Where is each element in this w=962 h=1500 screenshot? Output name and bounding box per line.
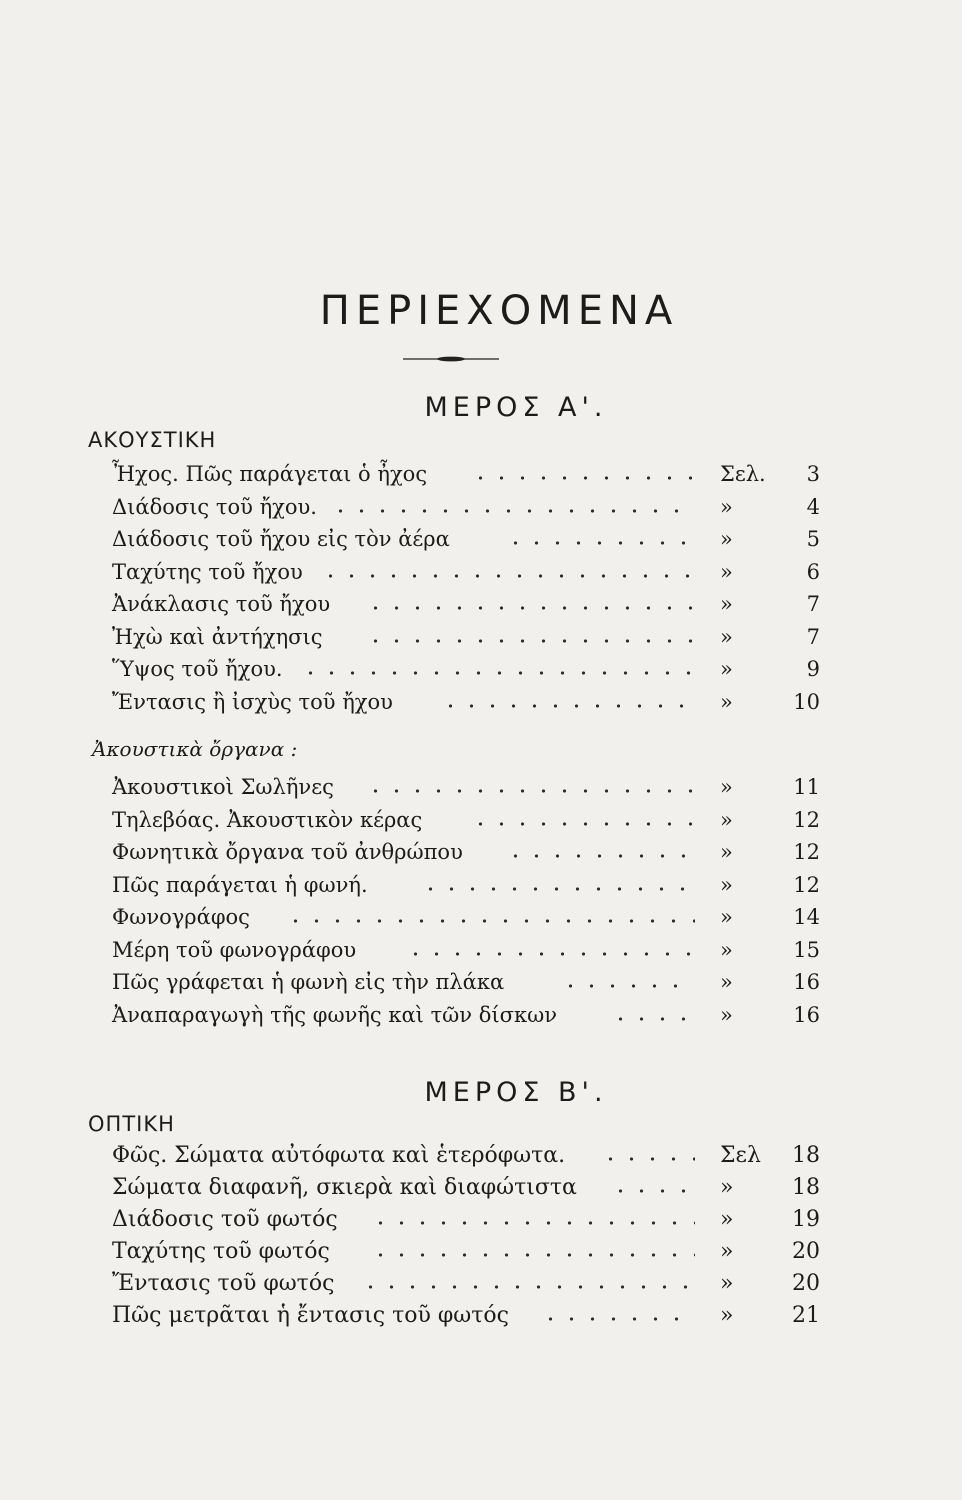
dot-leader — [610, 1188, 695, 1194]
entry-page: 21 — [792, 1303, 820, 1328]
dot-leader — [365, 605, 695, 611]
entry-prefix: » — [720, 689, 733, 714]
dot-leader — [365, 788, 695, 794]
toc-entry — [0, 1175, 830, 1207]
dot-leader — [300, 670, 695, 676]
toc-entry — [0, 690, 830, 723]
toc-entry — [0, 527, 830, 560]
dot-leader — [370, 1220, 695, 1226]
entry-page: 12 — [793, 807, 820, 832]
entry-prefix: » — [720, 872, 733, 897]
toc-entry — [0, 970, 830, 1003]
toc-entry — [0, 1303, 830, 1335]
entry-title: Διάδοσις τοῦ ἤχου. — [112, 494, 317, 519]
entry-title: Ταχύτης τοῦ φωτός — [112, 1239, 330, 1264]
entry-title: Σώματα διαφανῆ, σκιερὰ καὶ διαφώτιστα — [112, 1175, 577, 1200]
entry-title: Φωνητικὰ ὄργανα τοῦ ἀνθρώπου — [112, 840, 463, 864]
entry-prefix: » — [720, 937, 733, 962]
part-b-entries — [0, 1143, 830, 1335]
entry-title: Μέρη τοῦ φωνογράφου — [112, 937, 357, 962]
entry-title: Ἠχὼ καὶ ἀντήχησις — [112, 624, 323, 649]
toc-entry — [0, 1207, 830, 1239]
entry-prefix: » — [720, 1271, 734, 1296]
entry-page: 18 — [792, 1143, 820, 1168]
entry-prefix: » — [720, 624, 733, 649]
entry-page: 5 — [806, 527, 820, 551]
entry-page: 7 — [806, 592, 820, 616]
title-ornament — [403, 356, 499, 362]
entry-page: 18 — [792, 1175, 820, 1200]
entry-title: Διάδοσις τοῦ ἤχου εἰς τὸν ἀέρα — [112, 527, 450, 551]
toc-entry — [0, 840, 830, 873]
entry-prefix: » — [720, 1002, 733, 1027]
dot-leader — [600, 1156, 695, 1162]
entry-page: 12 — [793, 872, 820, 897]
toc-entry — [0, 1239, 830, 1271]
entry-prefix: » — [720, 775, 733, 799]
part-b-heading: ΜΕΡΟΣ Β'. — [424, 1077, 608, 1108]
dot-leader — [560, 983, 695, 989]
entry-title: Πῶς μετρᾶται ἡ ἔντασις τοῦ φωτός — [112, 1303, 509, 1328]
dot-leader — [320, 573, 695, 579]
entry-page: 20 — [792, 1239, 820, 1264]
toc-entry — [0, 938, 830, 971]
entry-title: Ἀκουστικοὶ Σωλῆνες — [112, 775, 334, 799]
entry-page: 16 — [793, 970, 820, 994]
dot-leader — [505, 853, 695, 859]
entry-prefix: Σελ. — [720, 462, 766, 486]
dot-leader — [610, 1016, 695, 1022]
entry-page: 12 — [793, 840, 820, 864]
part-b-section: ΟΠΤΙΚΗ — [88, 1112, 175, 1136]
entry-title: Ἔντασις ἢ ἰσχὺς τοῦ ἤχου — [112, 689, 393, 714]
entry-title: Φωνογράφος — [112, 905, 250, 929]
toc-entry — [0, 462, 830, 495]
toc-entry — [0, 905, 830, 938]
dot-leader — [370, 1252, 695, 1258]
entry-page: 4 — [806, 494, 820, 519]
dot-leader — [420, 886, 695, 892]
entry-page: 11 — [793, 775, 820, 799]
dot-leader — [470, 475, 695, 481]
entry-title: Φῶς. Σώματα αὐτόφωτα καὶ ἑτερόφωτα. — [112, 1143, 566, 1168]
entry-page: 16 — [793, 1002, 820, 1027]
dot-leader — [330, 508, 695, 514]
entry-prefix: » — [720, 840, 733, 864]
entry-page: 20 — [792, 1271, 820, 1296]
dot-leader — [505, 540, 695, 546]
entry-page: 7 — [806, 624, 820, 649]
page-title: ΠΕΡΙΕΧΟΜΕΝΑ — [319, 288, 679, 334]
part-a-heading: ΜΕΡΟΣ Α'. — [424, 392, 608, 423]
toc-entry — [0, 1143, 830, 1175]
dot-leader — [470, 821, 695, 827]
entry-prefix: » — [720, 559, 733, 584]
toc-entry — [0, 1003, 830, 1036]
entry-page: 9 — [806, 657, 820, 681]
entry-prefix: » — [720, 494, 733, 519]
entry-title: Τηλεβόας. Ἀκουστικὸν κέρας — [112, 807, 423, 832]
entry-prefix: » — [720, 527, 733, 551]
entry-prefix: » — [720, 1175, 734, 1200]
dot-leader — [365, 638, 695, 644]
entry-prefix: Σελ — [720, 1143, 761, 1168]
entry-title: Ἀνάκλασις τοῦ ἤχου — [112, 592, 331, 616]
part-a-instrument-entries — [0, 775, 830, 1035]
toc-entry — [0, 560, 830, 593]
toc-entry — [0, 592, 830, 625]
entry-page: 3 — [806, 462, 820, 486]
entry-page: 10 — [793, 689, 820, 714]
dot-leader — [540, 1316, 695, 1322]
toc-entry — [0, 657, 830, 690]
toc-entry — [0, 625, 830, 658]
toc-entry — [0, 775, 830, 808]
entry-title: Ἔντασις τοῦ φωτός — [112, 1271, 335, 1296]
toc-entry — [0, 808, 830, 841]
entry-title: Ἦχος. Πῶς παράγεται ὁ ἦχος — [112, 462, 428, 486]
entry-title: Πῶς παράγεται ἡ φωνή. — [112, 872, 368, 897]
entry-page: 19 — [792, 1207, 820, 1232]
toc-entry — [0, 873, 830, 906]
instruments-subheading: Ἀκουστικὰ ὄργανα : — [92, 737, 298, 761]
entry-title: Πῶς γράφεται ἡ φωνὴ εἰς τὴν πλάκα — [112, 970, 505, 994]
entry-title: Ὕψος τοῦ ἤχου. — [112, 657, 283, 681]
entry-page: 15 — [793, 937, 820, 962]
entry-prefix: » — [720, 1207, 734, 1232]
entry-prefix: » — [720, 970, 733, 994]
entry-prefix: » — [720, 807, 733, 832]
toc-entry — [0, 1271, 830, 1303]
entry-prefix: » — [720, 1303, 734, 1328]
entry-page: 14 — [793, 905, 820, 929]
dot-leader — [405, 951, 695, 957]
entry-title: Διάδοσις τοῦ φωτός — [112, 1207, 338, 1232]
part-a-section: ΑΚΟΥΣΤΙΚΗ — [88, 428, 217, 452]
part-a-entries — [0, 462, 830, 722]
entry-prefix: » — [720, 1239, 734, 1264]
entry-page: 6 — [806, 559, 820, 584]
dot-leader — [285, 918, 695, 924]
dot-leader — [440, 703, 695, 709]
toc-entry — [0, 495, 830, 528]
dot-leader — [360, 1284, 695, 1290]
entry-prefix: » — [720, 905, 733, 929]
entry-title: Ἀναπαραγωγὴ τῆς φωνῆς καὶ τῶν δίσκων — [112, 1002, 557, 1027]
entry-title: Ταχύτης τοῦ ἤχου — [112, 559, 303, 584]
entry-prefix: » — [720, 657, 733, 681]
entry-prefix: » — [720, 592, 733, 616]
